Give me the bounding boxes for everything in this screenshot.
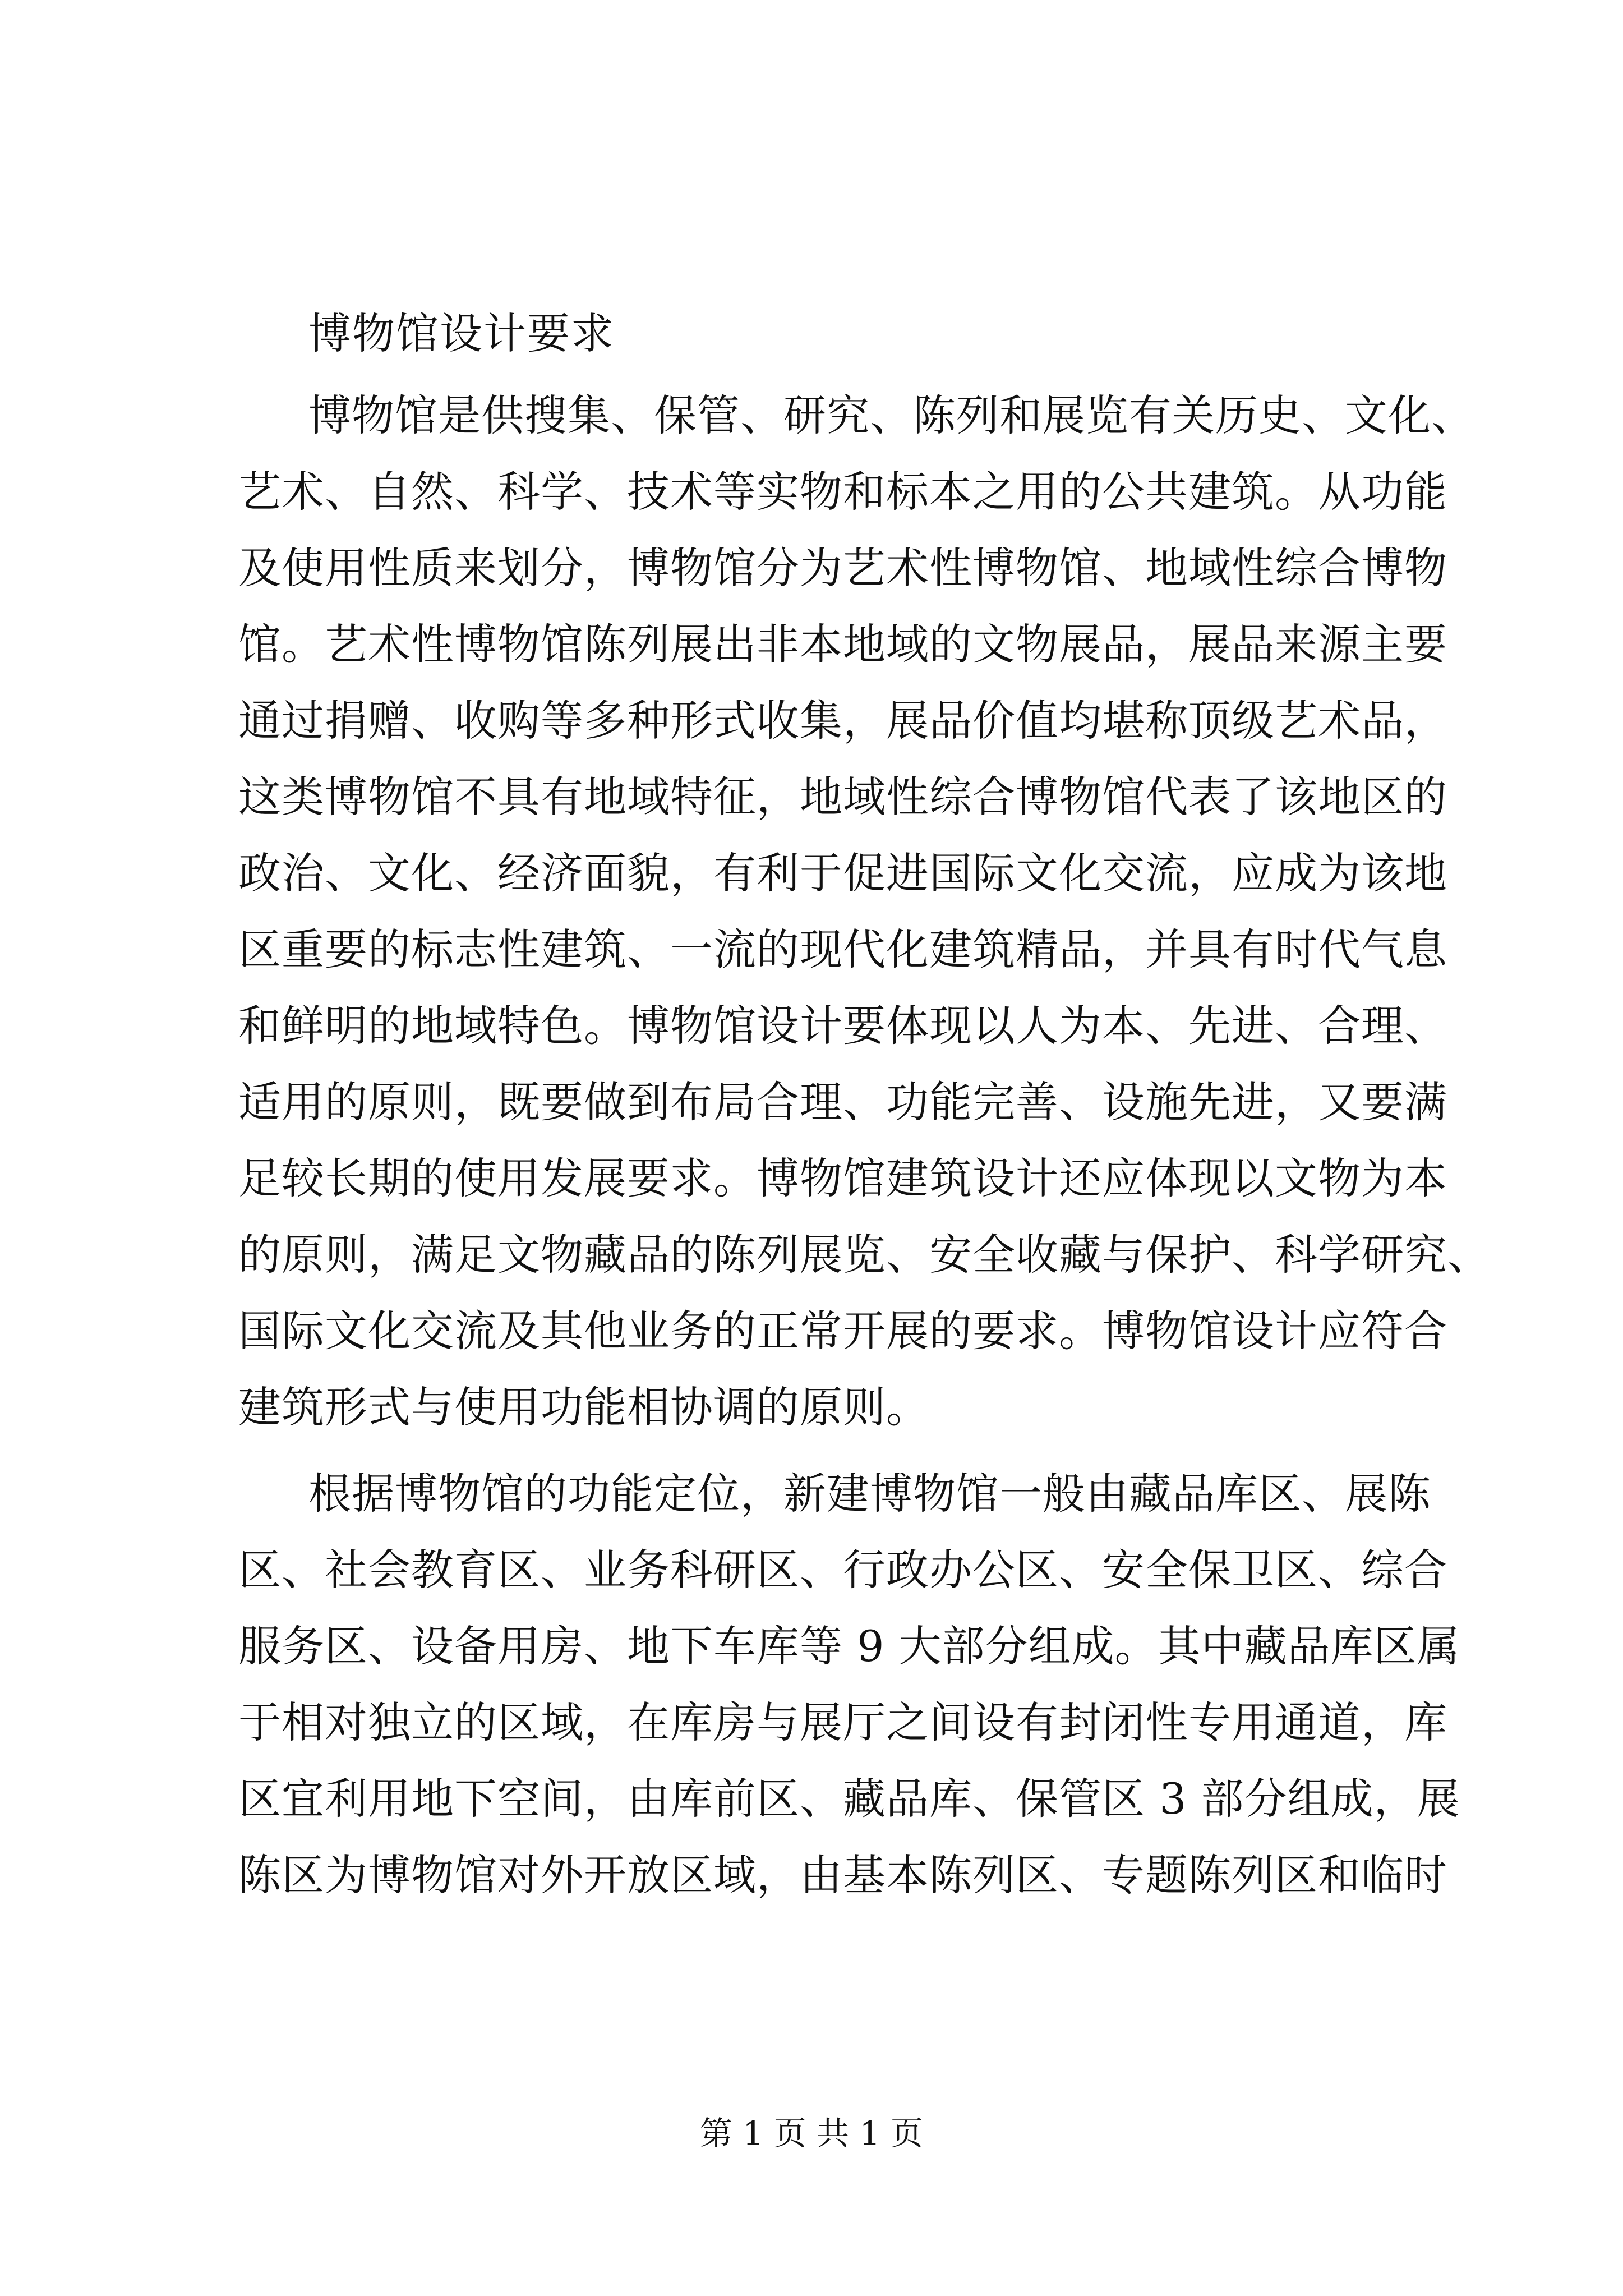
paragraph-line: 和鲜明的地域特色。博物馆设计要体现以人为本、先进、合理、 bbox=[238, 1001, 1447, 1051]
paragraph-line: 根据博物馆的功能定位，新建博物馆一般由藏品库区、展陈 bbox=[308, 1469, 1431, 1519]
paragraph-line: 博物馆是供搜集、保管、研究、陈列和展览有关历史、文化、 bbox=[308, 390, 1474, 440]
paragraph-line: 区重要的标志性建筑、一流的现代化建筑精品，并具有时代气息 bbox=[238, 924, 1447, 974]
paragraph-line: 建筑形式与使用功能相协调的原则。 bbox=[238, 1382, 929, 1432]
paragraph-line: 的原则，满足文物藏品的陈列展览、安全收藏与保护、科学研究、 bbox=[238, 1230, 1491, 1280]
paragraph-line: 国际文化交流及其他业务的正常开展的要求。博物馆设计应符合 bbox=[238, 1306, 1447, 1356]
paragraph-line: 于相对独立的区域，在库房与展厅之间设有封闭性专用通道，库 bbox=[238, 1697, 1447, 1747]
paragraph-1 bbox=[238, 378, 1491, 1446]
page-footer bbox=[0, 2114, 1623, 2153]
paragraph-line: 馆。艺术性博物馆陈列展出非本地域的文物展品，展品来源主要 bbox=[238, 619, 1447, 669]
paragraph-line: 这类博物馆不具有地域特征，地域性综合博物馆代表了该地区的 bbox=[238, 772, 1447, 822]
paragraph-line: 区宜利用地下空间，由库前区、藏品库、保管区 3 部分组成，展 bbox=[238, 1774, 1460, 1824]
document-body bbox=[238, 300, 1491, 1913]
paragraph-line: 服务区、设备用房、地下车库等 9 大部分组成。其中藏品库区属 bbox=[238, 1621, 1460, 1671]
paragraph-line: 陈区为博物馆对外开放区域，由基本陈列区、专题陈列区和临时 bbox=[238, 1850, 1447, 1900]
paragraph-line: 政治、文化、经济面貌，有利于促进国际文化交流，应成为该地 bbox=[238, 848, 1447, 898]
paragraph-line: 艺术、自然、科学、技术等实物和标本之用的公共建筑。从功能 bbox=[238, 467, 1447, 517]
page-number: 第 1 页 共 1 页 bbox=[700, 2114, 923, 2152]
paragraph-line: 足较长期的使用发展要求。博物馆建筑设计还应体现以文物为本 bbox=[238, 1153, 1447, 1203]
paragraph-line: 通过捐赠、收购等多种形式收集，展品价值均堪称顶级艺术品， bbox=[238, 696, 1447, 746]
paragraph-2 bbox=[238, 1456, 1460, 1913]
paragraph-line: 适用的原则，既要做到布局合理、功能完善、设施先进，又要满 bbox=[238, 1077, 1447, 1127]
document-title: 博物馆设计要求 bbox=[308, 309, 615, 358]
paragraph-line: 区、社会教育区、业务科研区、行政办公区、安全保卫区、综合 bbox=[238, 1545, 1447, 1595]
paragraph-line: 及使用性质来划分，博物馆分为艺术性博物馆、地域性综合博物 bbox=[238, 543, 1447, 593]
